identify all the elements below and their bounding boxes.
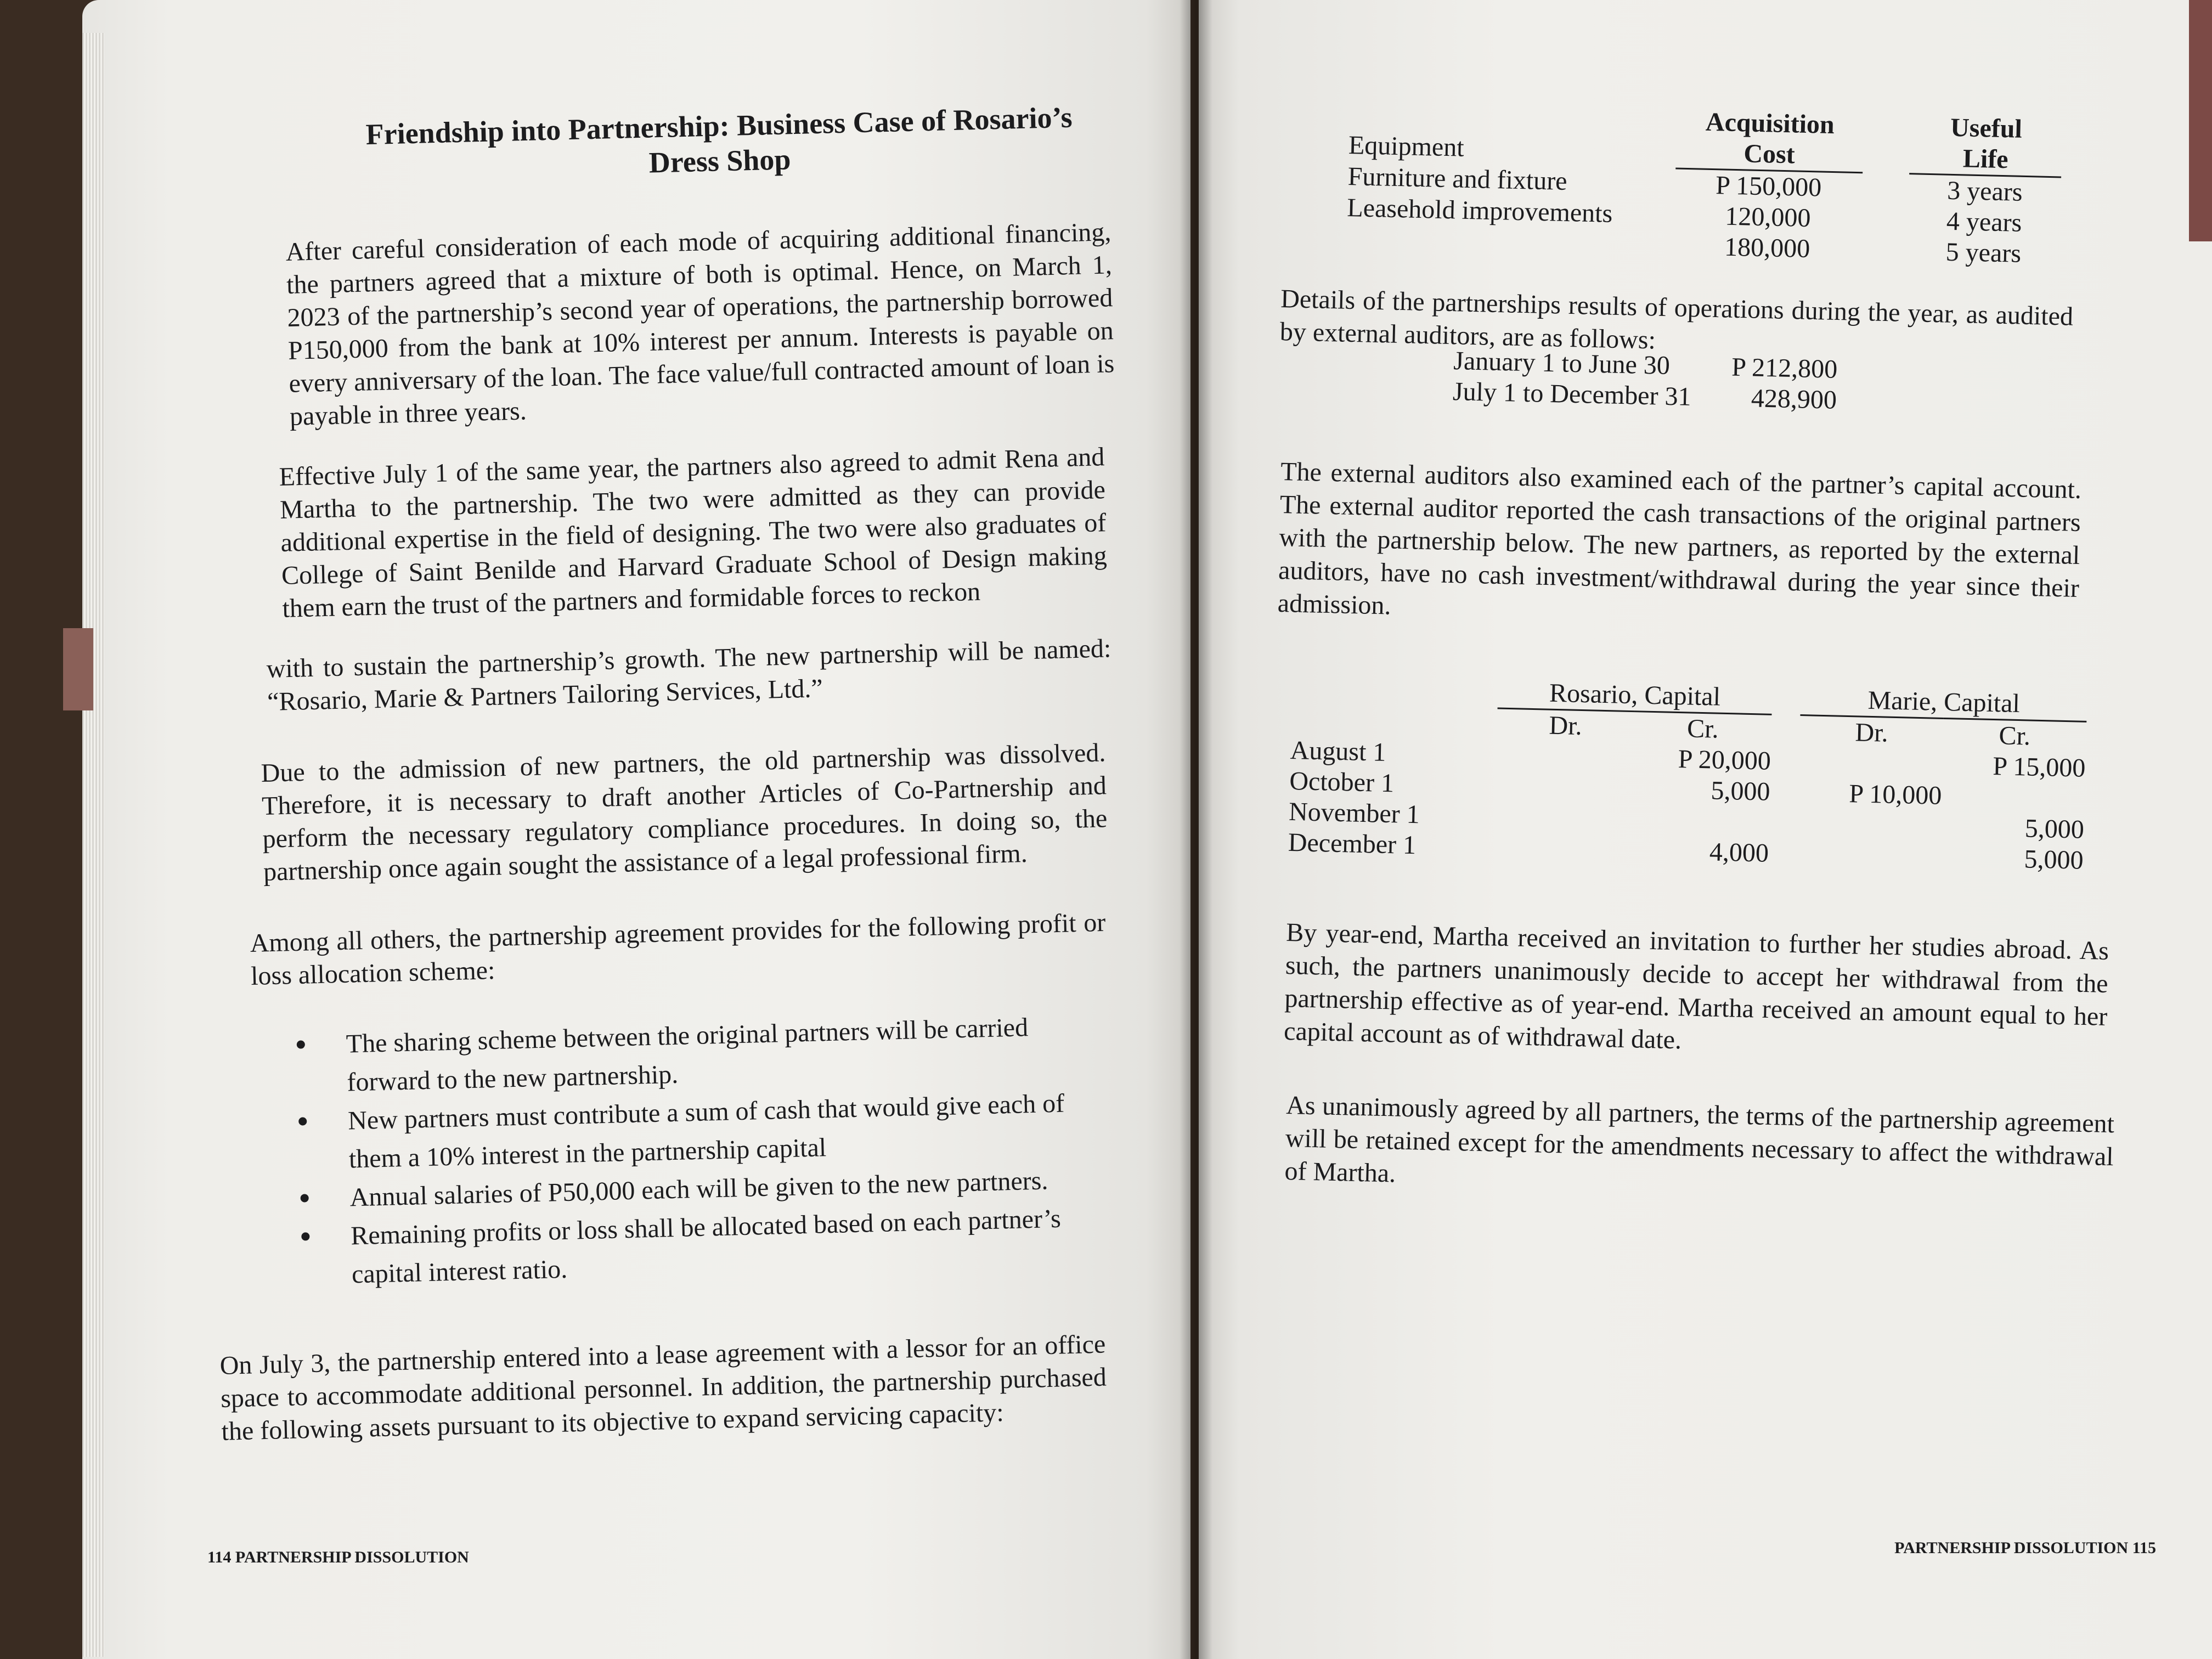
marie-dr — [1797, 839, 1940, 873]
header-life-1: Useful — [1950, 112, 2023, 144]
header-cost-2: Cost — [1675, 137, 1863, 173]
paragraph-admission: Effective July 1 of the same year, the partners also agreed to admit Rena and Martha to the partnership. The two were admitted as they can provide additional expertise in the field of designing. The two were also graduates of College of Saint Benilde and Harvard Graduate School of Design making them earn the trust of the partners and formidable forces to reckon — [279, 442, 1108, 623]
rosario-dr — [1494, 801, 1633, 835]
results-amount: 428,900 — [1751, 383, 1837, 415]
capital-table-block — [1288, 672, 2092, 876]
marie-cr: P 15,000 — [1992, 752, 2086, 783]
asset-name: Equipment — [1348, 130, 1465, 162]
cr-label: Cr. — [1686, 714, 1719, 744]
left-para-2 — [279, 441, 1108, 625]
marie-dr: P 10,000 — [1848, 779, 1942, 810]
paragraph-dissolution: Due to the admission of new partners, the old partnership was dissolved. Therefore, it is necessary to draft another Articles of Co-Partnership and perform the necessary regulatory compliance procedures. In doing so, the partnership once again sought the assistance of a legal professional firm. — [261, 738, 1108, 887]
right-para-3 — [1284, 916, 2109, 1066]
results-period: January 1 to June 30 — [1453, 346, 1671, 380]
results-period: July 1 to December 31 — [1452, 376, 1692, 411]
rosario-cr — [1632, 804, 1770, 838]
marie-cr: 5,000 — [2024, 814, 2085, 844]
transaction-date: October 1 — [1289, 766, 1395, 798]
asset-cost: 180,000 — [1724, 232, 1810, 264]
results-table — [1452, 346, 1837, 416]
list-item: Remaining profits or loss shall be allocated based on each partner’s capital interest ratio. — [318, 1198, 1120, 1295]
book-cover-edge — [2189, 0, 2212, 241]
left-para-1 — [285, 216, 1115, 433]
asset-cost: P 150,000 — [1715, 171, 1822, 202]
left-para-4 — [261, 736, 1108, 889]
paragraph-agreement: Among all others, the partnership agreement provides for the following profit or loss allocation scheme: — [250, 907, 1106, 991]
page-number-left: 114 PARTNERSHIP DISSOLUTION — [207, 1548, 469, 1566]
cr-label: Cr. — [1999, 721, 2031, 751]
page-number-right: PARTNERSHIP DISSOLUTION 115 — [1894, 1539, 2156, 1557]
transaction-date: August 1 — [1290, 735, 1387, 767]
marie-cr: 5,000 — [2024, 844, 2084, 875]
transaction-date: December 1 — [1288, 827, 1417, 860]
rosario-dr — [1495, 770, 1633, 804]
asset-life: 3 years — [1946, 176, 2023, 207]
page-title-line1: Friendship into Partnership: Business Case of Rosario’s — [365, 100, 1073, 151]
right-para-2 — [1277, 455, 2081, 638]
asset-life: 5 years — [1945, 237, 2022, 268]
paragraph-results: Details of the partnerships results of operations during the year, as audited by external auditors, are as follows: — [1279, 284, 2074, 355]
capital-table — [1288, 672, 2087, 876]
rosario-cr: 5,000 — [1710, 776, 1771, 806]
paragraph-withdrawal: By year-end, Martha received an invitation to further her studies abroad. As such, the partners unanimously decide to accept her withdrawal from the partnership effective as of year-end. Martha received an amount equal to her capital account as of withdrawal date. — [1283, 917, 2109, 1055]
paragraph-capital-accounts: The external auditors also examined each of the partner’s capital account. The external auditor reported the cash transactions of the original partners with the partnership below. The new partners, as reported by the external auditors, have no cash investment/withdrawal during the year since their admission. — [1277, 456, 2082, 620]
rosario-cr: P 20,000 — [1678, 744, 1771, 776]
paragraph-terms: As unanimously agreed by all partners, the terms of the partnership agreement will be retained except for the amendments necessary to affect the withdrawal of Martha. — [1284, 1090, 2115, 1188]
allocation-list — [313, 1006, 1120, 1295]
marie-capital-header: Marie, Capital — [1801, 684, 2087, 721]
marie-dr — [1798, 808, 1942, 842]
paragraph-new-name: with to sustain the partnership’s growth. The new partnership will be named: “Rosario, Marie & Partners Tailoring Services, Ltd.” — [266, 634, 1111, 716]
right-para-4 — [1284, 1089, 2115, 1206]
book-spine — [1180, 0, 1212, 1659]
left-footer — [207, 1548, 646, 1567]
rosario-dr — [1494, 832, 1632, 866]
dr-label: Dr. — [1854, 718, 1889, 748]
page-edges — [82, 33, 104, 1657]
dr-label: Dr. — [1549, 710, 1583, 741]
results-block — [1452, 346, 1837, 416]
marie-cr — [1942, 781, 2085, 815]
asset-name: Furniture and fixture — [1347, 162, 1568, 196]
list-item: Annual salaries of P50,000 each will be given to the new partners. — [317, 1160, 1118, 1218]
asset-table-block — [1346, 99, 2074, 270]
header-life-2: Life — [1909, 142, 2062, 177]
results-amount: P 212,800 — [1731, 352, 1838, 384]
right-footer — [1893, 1539, 2156, 1558]
rosario-dr — [1496, 740, 1634, 774]
paragraph-loan: After careful consideration of each mode of acquiring additional financing, the partners agreed that a mixture of both is optimal. Hence, on March 1, 2023 of the partnership’s second year of operations, the partnership borrowed P150,000 from the bank at 10% interest per annum. Interests is payable on every anniversary of the loan. The face value/full contracted amount of loan is payable in three years. — [285, 217, 1115, 431]
header-cost-1: Acquisition — [1705, 107, 1835, 140]
rosario-cr: 4,000 — [1709, 837, 1769, 868]
asset-cost: 120,000 — [1724, 201, 1812, 233]
bookmark-tab — [63, 628, 93, 710]
asset-life: 4 years — [1946, 206, 2022, 238]
asset-name: Leasehold improvements — [1346, 193, 1613, 228]
page-title-line2: Dress Shop — [648, 143, 792, 179]
transaction-date: November 1 — [1288, 797, 1420, 830]
marie-dr — [1799, 747, 1943, 781]
paragraph-lease: On July 3, the partnership entered into a lease agreement with a lessor for an office space to accommodate additional personnel. In addition, the partnership purchased the following assets pursuant to its objective to expand servicing capacity: — [219, 1329, 1107, 1446]
asset-table — [1346, 99, 2063, 270]
rosario-capital-header: Rosario, Capital — [1497, 677, 1773, 715]
list-item: The sharing scheme between the original partners will be carried forward to the new partnership. — [313, 1006, 1115, 1103]
list-item: New partners must contribute a sum of cash that would give each of them a 10% interest in the partnership capital — [314, 1083, 1117, 1180]
